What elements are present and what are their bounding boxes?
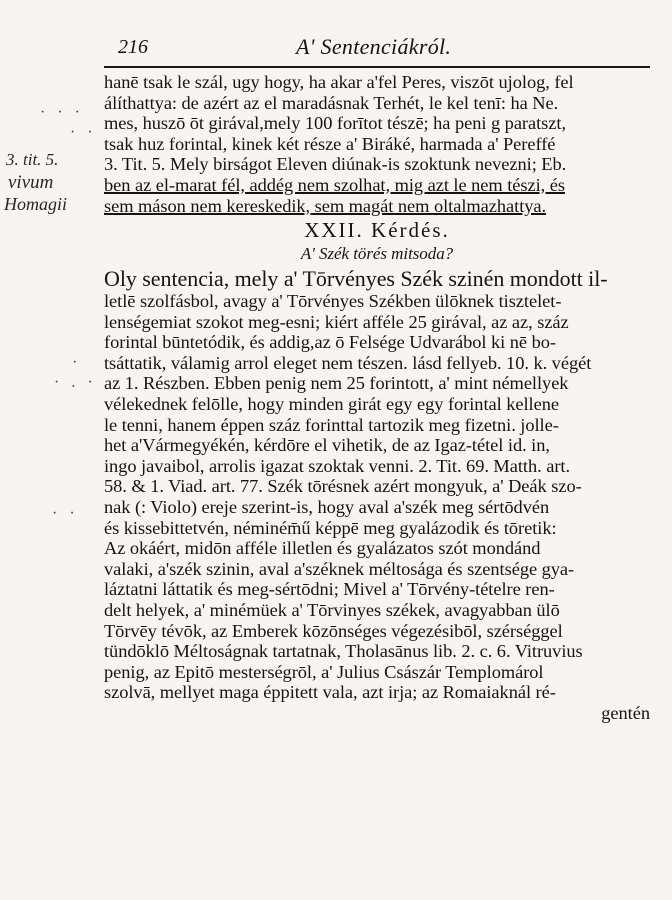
text-line: mes, huszō ōt girával,mely 100 forītot tészē; ha peni g paratszt,	[104, 113, 567, 134]
text-line: lenségemiat szokot meg-esni; kiért afféle 25 girával, az az, száz	[104, 311, 569, 332]
text-line: az 1. Részben. Ebben penig nem 25 forintott, a' mint némellyek	[104, 373, 569, 394]
text-block-main	[104, 266, 650, 723]
running-title: A' Sentenciákról.	[296, 34, 452, 59]
text-line: álíthattya: de azért az el maradásnak Terhét, le kel tenī: ha Ne.	[104, 92, 559, 113]
text-line: Az okáért, midōn afféle illetlen és gyalázatos szót mondánd	[104, 538, 541, 559]
margin-dots: · ·	[70, 124, 97, 141]
text-line: tsáttatik, válamig arrol eleget nem tészen. lásd fellyeb. 10. k. végét	[104, 352, 592, 373]
text-line: penig, az Epitō mesterségrōl, a' Julius Császár Templomárol	[104, 661, 544, 682]
text-line: és kissebittetvén, néminém̄ű képpē meg gyalázodik és tōretik:	[104, 517, 557, 538]
text-line: delt helyek, a' minémüek a' Tōrvinyes székek, avagyabban ülō	[104, 599, 560, 620]
text-line: nak (: Violo) ereje szerint-is, hogy aval a'szék meg sértōdvén	[104, 496, 550, 517]
text-line: ingo javaibol, arrolis igazat szoktak venni. 2. Tit. 69. Matth. art.	[104, 455, 571, 476]
section-heading-block	[104, 218, 650, 264]
header-rule	[104, 66, 650, 68]
text-line: letlē szolfásbol, avagy a' Tōrvényes Székben ülōknek tisztelet-	[104, 291, 562, 311]
margin-dots: · · ·	[40, 104, 84, 121]
page-header	[0, 28, 672, 60]
text-line: 3. Tit. 5. Mely birságot Eleven diúnak-is szoktunk nevezni; Eb.	[104, 154, 567, 175]
margin-dots: ·	[72, 354, 82, 371]
text-line: szolvā, mellyet maga éppitett vala, azt irja; az Romaiaknál ré-	[104, 682, 556, 703]
text-line: tündōklō Méltoságnak tartatnak, Tholasānus lib. 2. c. 6. Vitruvius	[104, 641, 583, 662]
text-line: Tōrvēy tévōk, az Emberek kōzōnséges végezésibōl, szérséggel	[104, 620, 563, 641]
text-line-underlined: ben az el-marat fél, addég nem szolhat, mig azt le nem tészi, és	[104, 174, 565, 195]
text-line: het a'Vármegyékén, kérdōre el vihetik, de az Igaz-tétel id. in,	[104, 435, 550, 456]
section-heading: XXII. Kérdés.	[304, 218, 450, 242]
page-number: 216	[118, 36, 148, 58]
text-line: hanē tsak le szál, ugy hogy, ha akar a'fel Peres, viszōt ujolog, fel	[104, 72, 574, 92]
margin-dots: · ·	[52, 505, 79, 522]
section-subheading: A' Szék törés mitsoda?	[300, 244, 454, 263]
text-line: valaki, a'szék szinin, aval a'széknek méltosága és szentsége gya-	[104, 558, 575, 579]
margin-note-ref: 3. tit. 5.	[6, 150, 59, 169]
text-line: vélekednek felōlle, hogy minden girát egy egy forintal kellene	[104, 393, 559, 414]
text-line: le tenni, hanem éppen száz forinttal tartozik meg fizetni. jolle-	[104, 414, 559, 435]
margin-note-homagii: Homagii	[4, 194, 67, 214]
margin-dots: · . ·	[54, 374, 97, 391]
text-line: láztatni láttatik és meg-sértōdni; Mivel a' Tōrvény-tételre ren-	[104, 579, 555, 600]
text-block-top	[104, 72, 650, 216]
margin-note-vivum: vivum	[8, 172, 54, 193]
text-line-underlined: sem máson nem kereskedik, sem magát nem oltalmazhattya.	[104, 195, 547, 216]
text-line: forintal būntetódik, és addig,az ō Felsége Udvarábol ki nē bo-	[104, 332, 556, 353]
text-line: 58. & 1. Viad. art. 77. Szék tōrésnek azért mongyuk, a' Deák szo-	[104, 476, 582, 497]
text-line: Oly sentencia, mely a' Tōrvényes Szék szinén mondott il-	[104, 266, 608, 291]
catchword: gentén	[601, 702, 650, 723]
text-line: tsak huz forintal, kinek két része a' Biráké, harmada a' Pereffé	[104, 133, 556, 154]
